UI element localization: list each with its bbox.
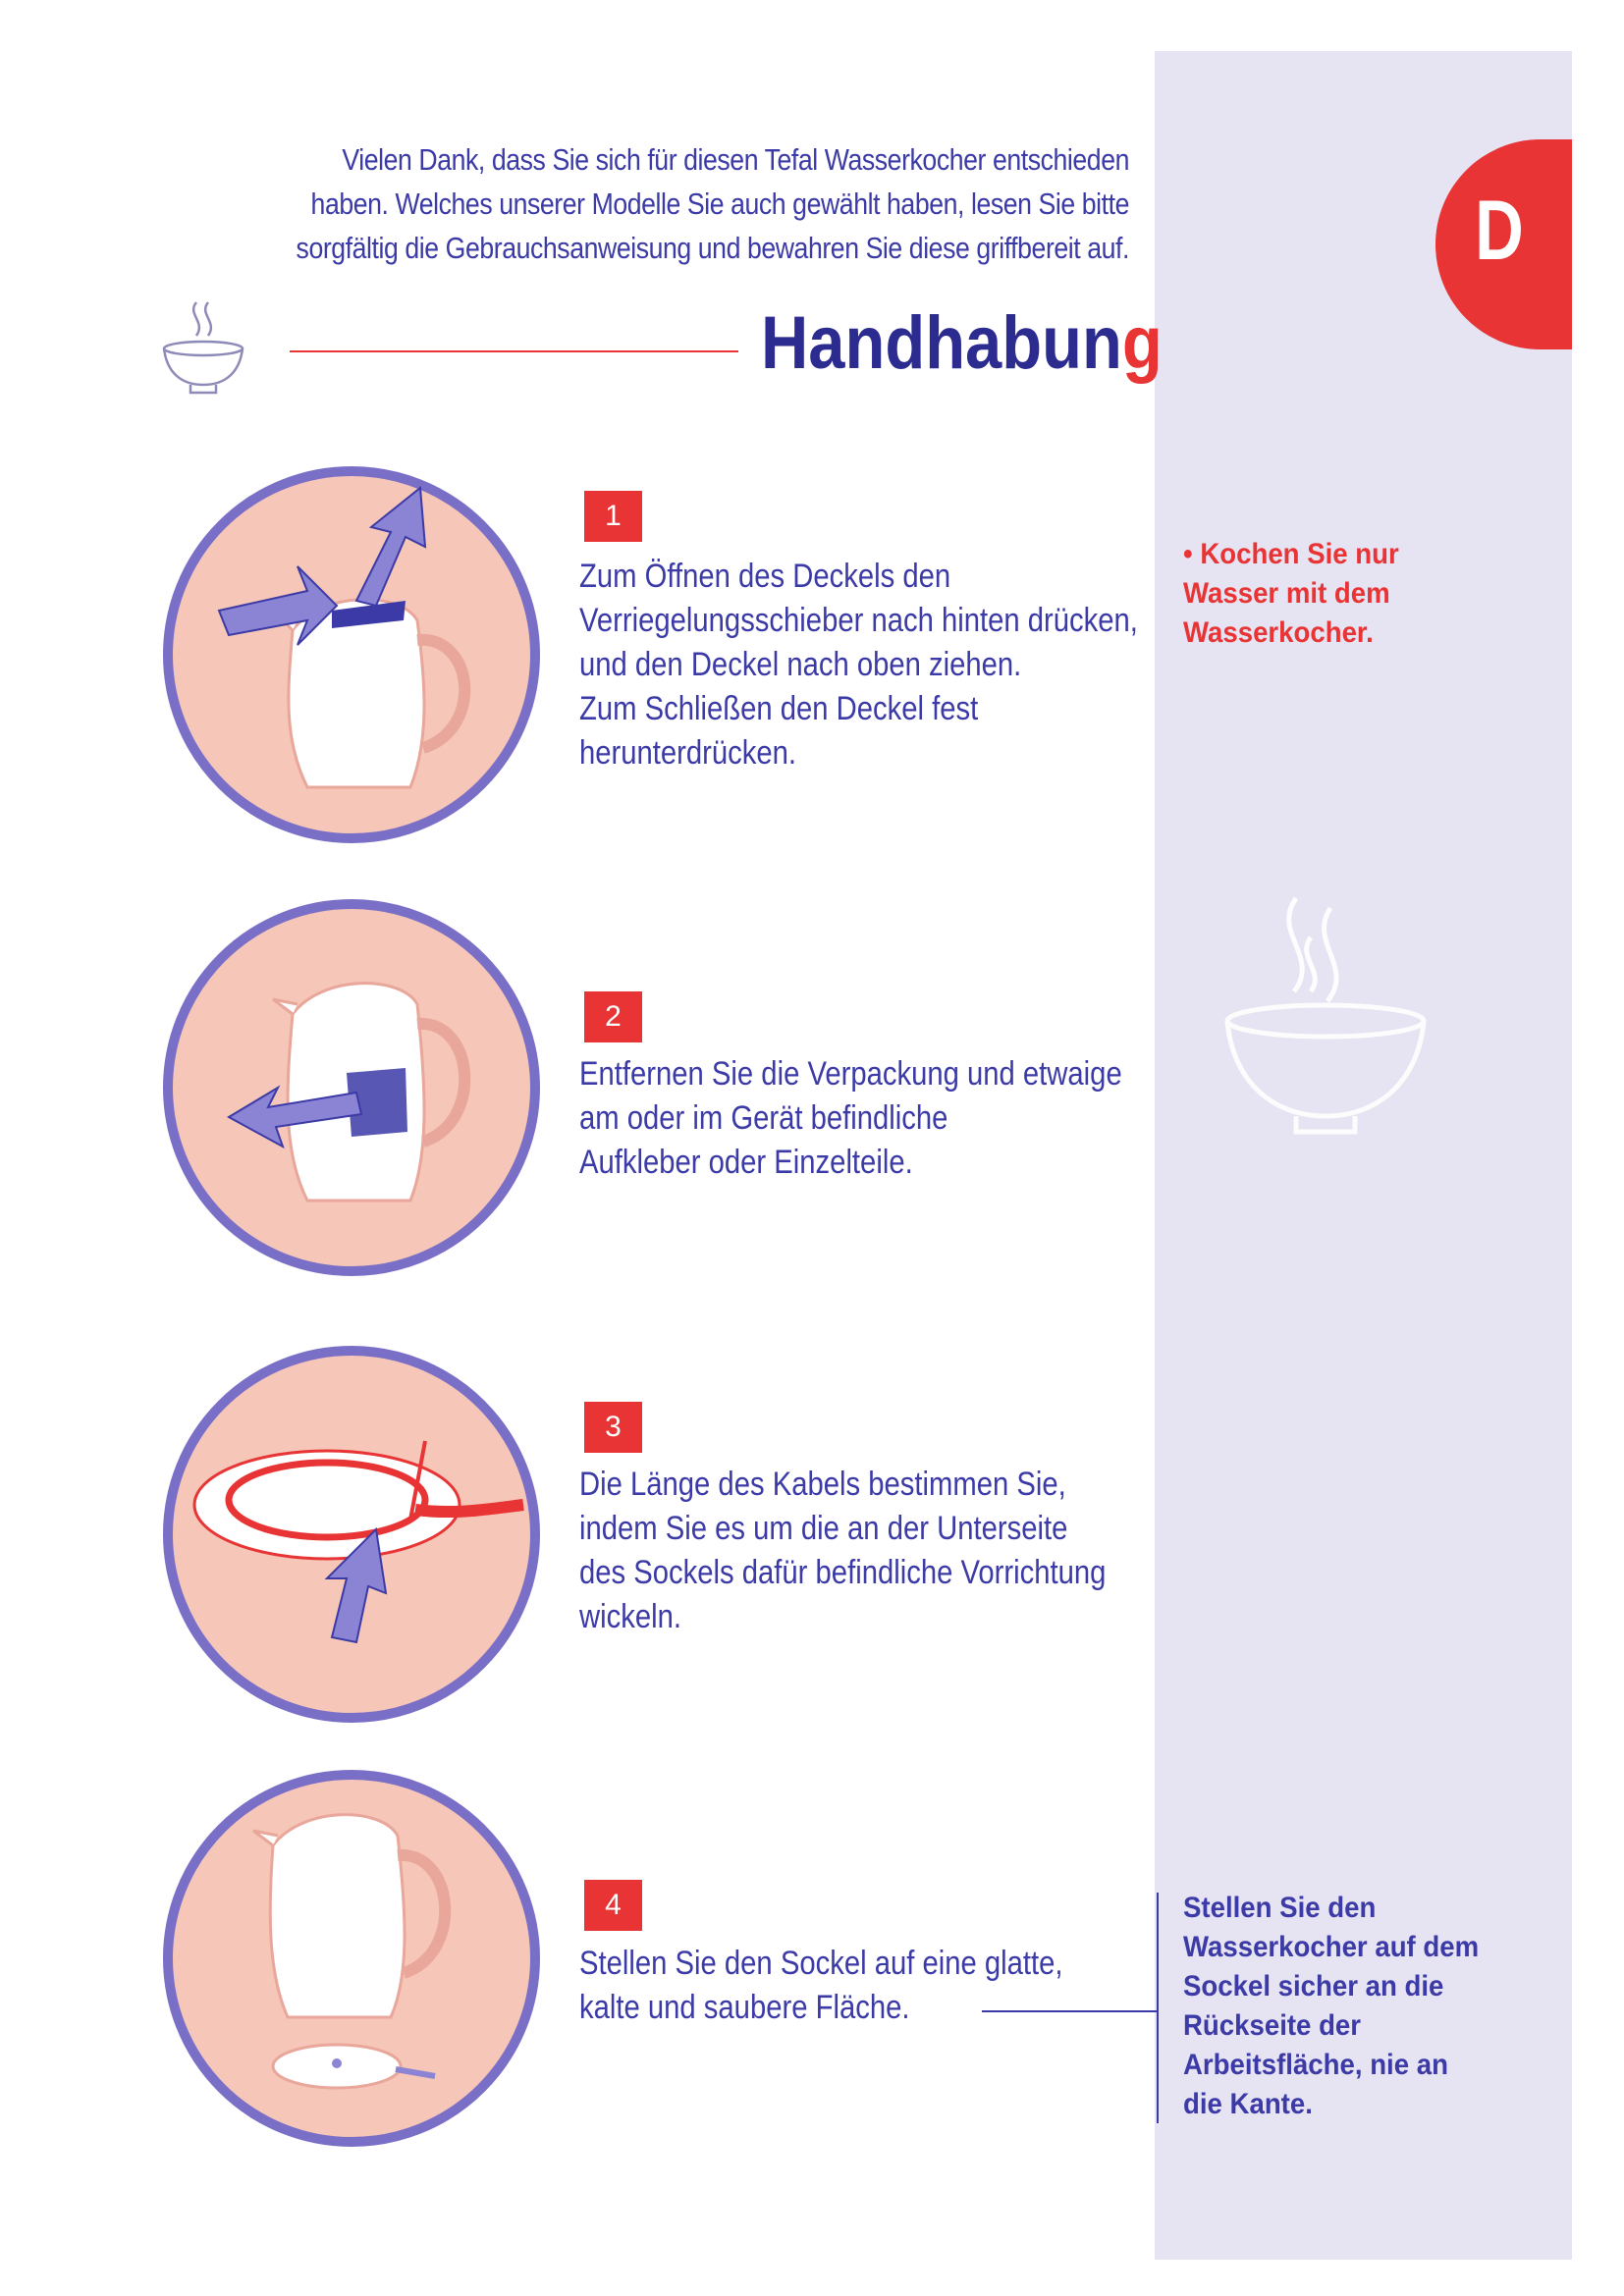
cord-wrap-base-illustration — [160, 1343, 543, 1726]
kettle-lid-open-illustration — [160, 463, 543, 846]
section-title-main: Handhabun — [761, 301, 1122, 385]
language-letter: D — [1475, 184, 1524, 278]
note-rule-vertical — [1157, 1893, 1159, 2123]
step-text: Zum Öffnen des Deckels den Verriegelungsschieber nach hinten drücken, und den Deckel nach oben ziehen. Zum Schließen den Deckel fest herunterdrücken. — [579, 558, 1138, 772]
kettle-on-base-illustration — [160, 1767, 543, 2150]
step-text: Stellen Sie den Sockel auf eine glatte, kalte und saubere Fläche. — [579, 1945, 1063, 2026]
step-text: Die Länge des Kabels bestimmen Sie, indem Sie es um die an der Unterseite des Sockels dafür befindliche Vorrichtung wickeln. — [579, 1466, 1107, 1635]
warning-note: • Kochen Sie nur Wasser mit dem Wasserkocher. — [1183, 538, 1399, 649]
intro-line: haben. Welches unserer Modelle Sie auch gewählt haben, lesen Sie bitte — [310, 187, 1129, 221]
note-connector-line — [982, 2010, 1157, 2012]
steaming-bowl-icon — [1218, 888, 1434, 1144]
intro-line: sorgfältig die Gebrauchsanweisung und bewahren Sie diese griffbereit auf. — [296, 231, 1129, 265]
steaming-bowl-icon — [157, 294, 250, 402]
section-title-last: g — [1121, 301, 1163, 385]
step-number-badge: 2 — [584, 991, 642, 1042]
section-title — [761, 301, 1163, 385]
intro-text — [157, 137, 1129, 270]
step-number-badge: 4 — [584, 1880, 642, 1931]
step-number-badge: 1 — [584, 491, 642, 542]
title-rule — [290, 350, 738, 352]
step-number-badge: 3 — [584, 1402, 642, 1453]
step-text: Entfernen Sie die Verpackung und etwaige am oder im Gerät befindliche Aufkleber oder Einzelteile. — [579, 1055, 1122, 1181]
intro-line: Vielen Dank, dass Sie sich für diesen Tefal Wasserkocher entschieden — [342, 142, 1130, 177]
placement-note: Stellen Sie den Wasserkocher auf dem Sockel sicher an die Rückseite der Arbeitsfläche, nie an die Kante. — [1183, 1892, 1480, 2120]
kettle-remove-packaging-illustration — [160, 896, 543, 1279]
